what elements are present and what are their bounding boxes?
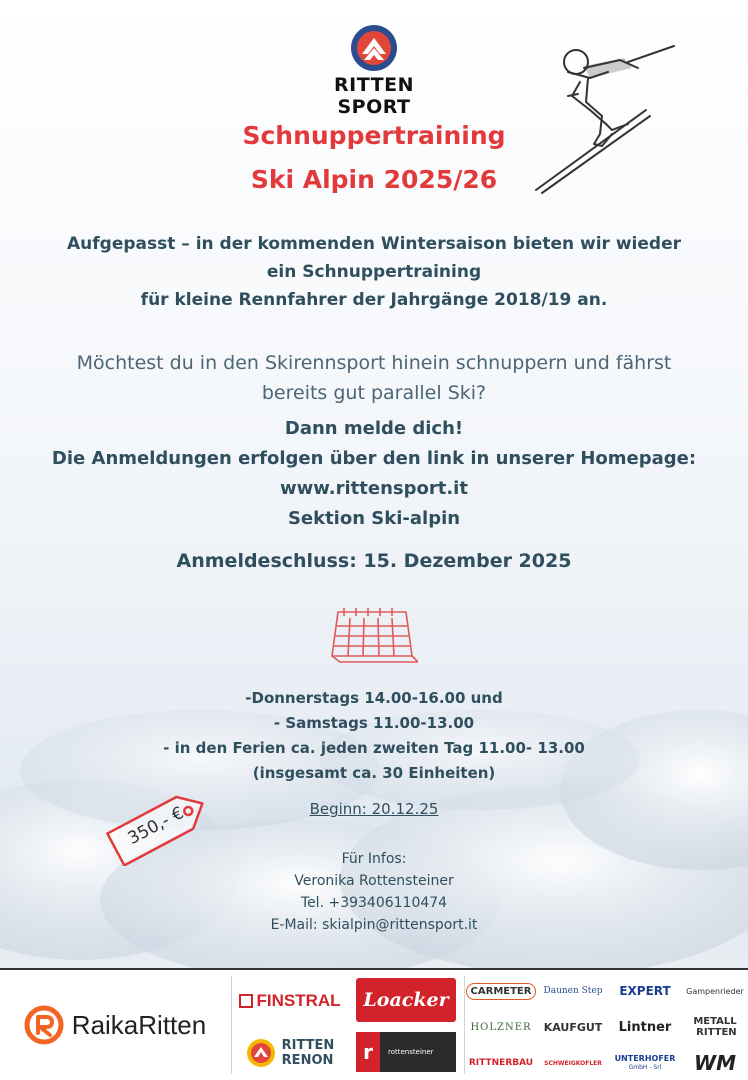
sponsor-rottensteiner (356, 1032, 456, 1072)
price-label: 350,- € (124, 803, 188, 849)
brand-name: RITTEN SPORT (334, 74, 414, 118)
intro-line-1: Aufgepasst – in der kommenden Wintersaison bieten wir wieder (67, 234, 681, 254)
homepage-link[interactable]: www.rittensport.it (280, 478, 468, 499)
calendar-icon (328, 602, 418, 664)
holzner-name: HOLZNER (470, 1021, 532, 1033)
finstral-name: FINSTRAL (256, 991, 341, 1010)
kaufgut-name: KAUFGUT (543, 1020, 603, 1034)
sponsor-rittnerbau (466, 1046, 536, 1080)
metall-ritten-line-2: RITTEN (696, 1027, 737, 1038)
sponsor-daunenstep (538, 974, 608, 1008)
rittnerbau-name: RITTNERBAU (468, 1058, 534, 1068)
intro-line-2: ein Schnuppertraining (266, 262, 482, 282)
rottensteiner-name: rottensteiner (388, 1048, 434, 1056)
carmeter-name: CARMETER (466, 983, 537, 1000)
section-name: Sektion Ski-alpin (287, 508, 461, 529)
schedule-line-2: - Samstags 11.00-13.00 (273, 714, 475, 732)
cta-line-2: Die Anmeldungen erfolgen über den link in unserer Homepage: (51, 448, 697, 469)
unterhofer-name: UNTERHOFER (614, 1054, 676, 1063)
sponsor-metall-ritten (682, 1010, 748, 1044)
contact-heading: Für Infos: (341, 851, 407, 867)
headline-line-1: Schnuppertraining (242, 121, 506, 150)
gampenrieder-name: Gampenrieder (686, 986, 744, 996)
loacker-name: Loacker (363, 989, 449, 1011)
question-line-1: Möchtest du in den Skirennsport hinein schnuppern und fährst (76, 352, 672, 374)
raika-logo-icon (24, 1005, 64, 1045)
schedule-line-1: -Donnerstags 14.00-16.00 und (245, 689, 503, 707)
finstral-square-icon (239, 994, 253, 1008)
intro-line-3: für kleine Rennfahrer der Jahrgänge 2018/19 an. (140, 290, 608, 310)
schedule-line-3: - in den Ferien ca. jeden zweiten Tag 11.00- 13.00 (163, 739, 585, 757)
sponsor-gampenrieder (682, 974, 748, 1008)
metall-ritten-line-1: METALL (693, 1016, 737, 1027)
sponsor-wm (682, 1046, 748, 1080)
sponsor-raika-ritten (0, 970, 230, 1080)
question-line-2: bereits gut parallel Ski? (261, 382, 487, 404)
raika-name: RaikaRitten (71, 1009, 207, 1040)
headline-line-2: Ski Alpin 2025/26 (250, 165, 498, 194)
ritten-renon-logo-icon (246, 1038, 276, 1068)
sponsor-lintner (610, 1010, 680, 1044)
sponsor-loacker (356, 978, 456, 1022)
sponsor-footer (0, 968, 748, 1080)
sponsor-unterhofer (610, 1046, 680, 1080)
brand-logo (298, 24, 450, 118)
schweigkofler-name: SCHWEIGKOFLER (544, 1059, 602, 1067)
sponsor-expert (610, 974, 680, 1008)
contact-phone[interactable]: Tel. +393406110474 (300, 895, 448, 911)
sponsor-carmeter (466, 974, 536, 1008)
ritten-renon-line-2: RENON (281, 1053, 334, 1068)
sponsor-kaufgut (538, 1010, 608, 1044)
sponsor-ritten-renon (232, 1030, 348, 1076)
sponsor-schweigkofler (538, 1046, 608, 1080)
wm-name: WM (694, 1051, 736, 1075)
cta-line-1: Dann melde dich! (284, 418, 464, 439)
unterhofer-sub: GmbH - Srl (628, 1064, 662, 1071)
sponsor-finstral (232, 978, 348, 1024)
sponsor-holzner (466, 1010, 536, 1044)
lintner-name: Lintner (618, 1019, 672, 1035)
ritten-renon-line-1: RITTEN (281, 1038, 335, 1053)
daunenstep-name: Daunen Step (543, 986, 603, 996)
schedule-line-4: (insgesamt ca. 30 Einheiten) (252, 764, 496, 782)
rottensteiner-r-icon: r (356, 1032, 380, 1072)
expert-name: EXPERT (619, 984, 671, 998)
start-date: Beginn: 20.12.25 (309, 800, 439, 818)
registration-deadline: Anmeldeschluss: 15. Dezember 2025 (176, 550, 572, 572)
ritten-sport-emblem-icon (350, 24, 398, 72)
contact-email[interactable]: E-Mail: skialpin@rittensport.it (270, 917, 478, 933)
contact-name: Veronika Rottensteiner (294, 873, 454, 889)
